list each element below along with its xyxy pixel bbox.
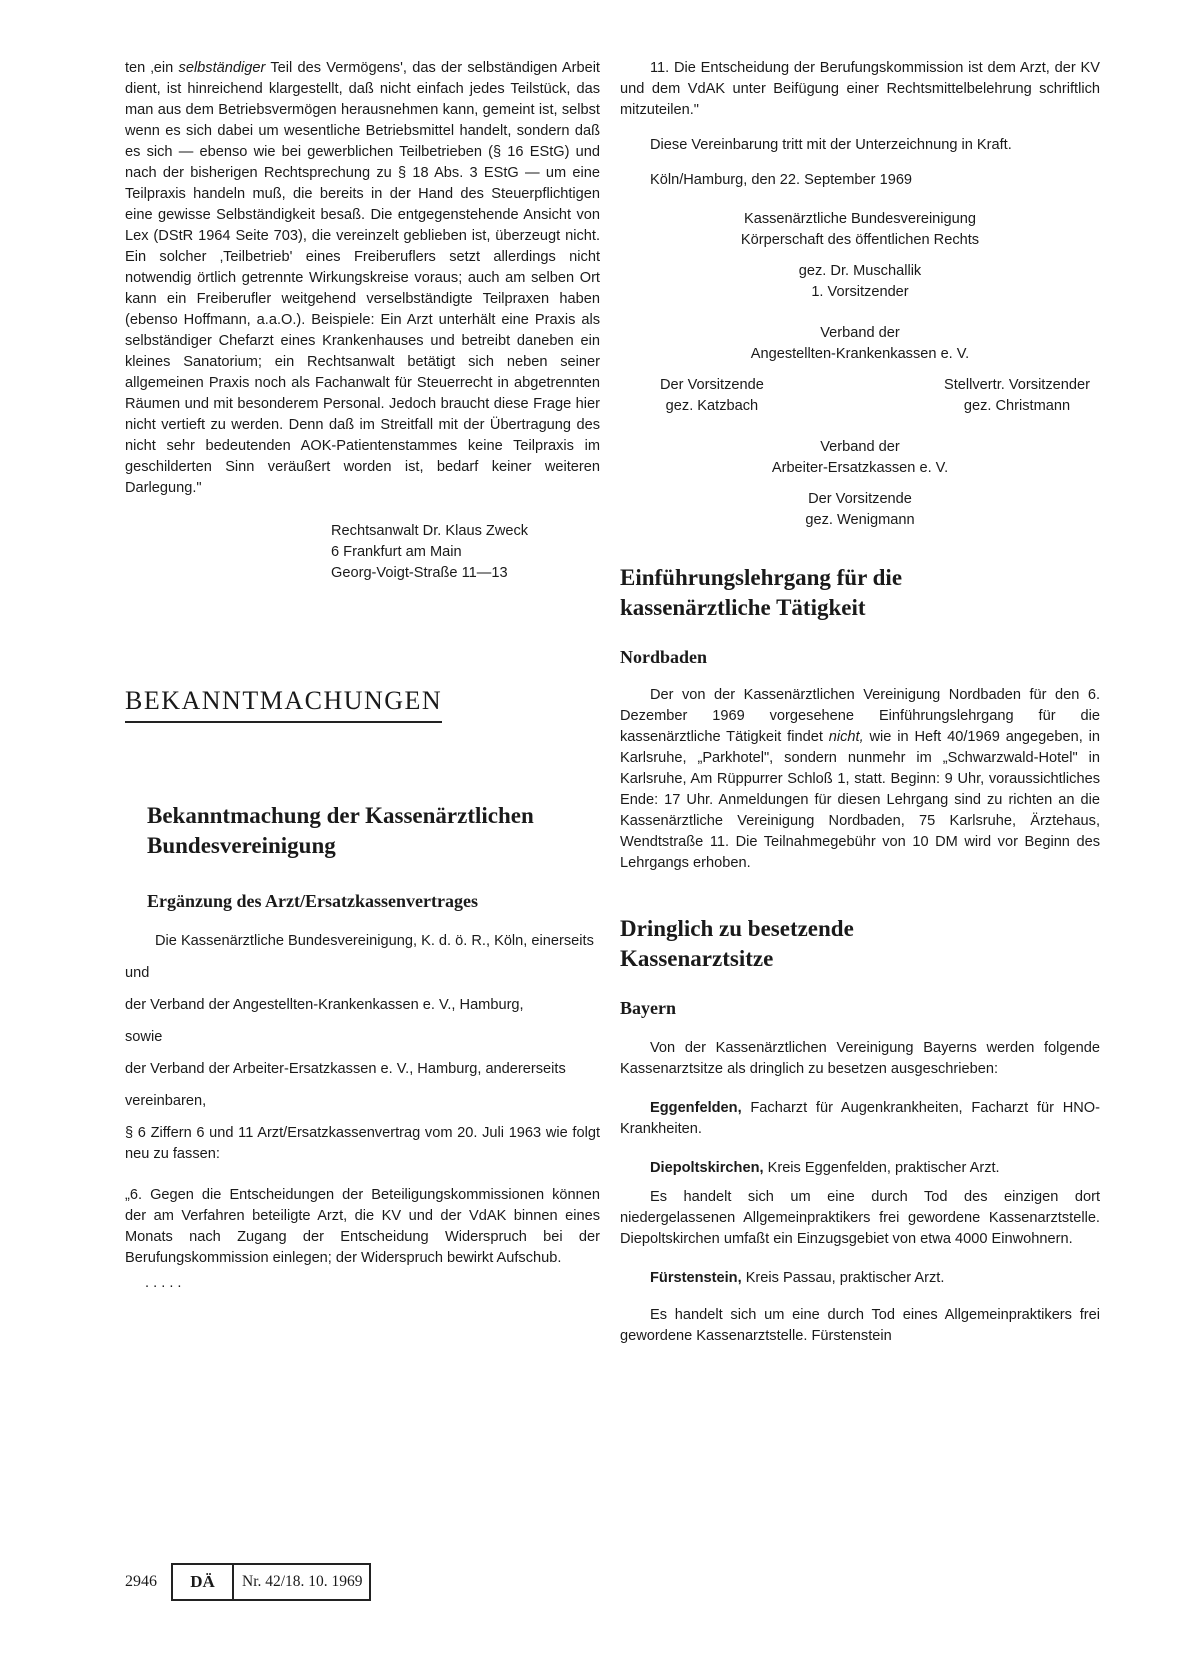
org3-line2: Arbeiter-Ersatzkassen e. V. <box>771 460 949 476</box>
nordbaden-text-a: Der von der Kassenärztlichen Vereinigung Nordbaden für den 6. Dezember 1969 vorgesehene Einführungslehrgang für die kassenärztliche Tätigkeit findet <box>620 687 1100 745</box>
author-name: Rechtsanwalt Dr. Klaus Zweck <box>331 523 529 539</box>
entry-fuerstenstein-name: Fürstenstein, <box>650 1270 742 1286</box>
agreement-party-2: der Verband der Angestellten-Krankenkassen e. V., Hamburg, <box>125 997 524 1013</box>
entry-fuerstenstein-text: Kreis Passau, praktischer Arzt. <box>741 1270 945 1286</box>
entry-diepoltskirchen-text: Kreis Eggenfelden, praktischer Arzt. <box>763 1160 1000 1176</box>
org2-signer-left <box>660 375 764 417</box>
validity-paragraph: Diese Vereinbarung tritt mit der Unterzeichnung in Kraft. <box>650 137 1012 153</box>
agreement-vereinbaren: vereinbaren, <box>125 1093 207 1109</box>
right-column <box>620 58 1100 1347</box>
agreement-and: und <box>125 965 150 981</box>
entry-diepoltskirchen-desc: Es handelt sich um eine durch Tod des einzigen dort niedergelassenen Allgemeinpraktikers frei gewordene Kassenarztstelle. Diepoltskirchen umfaßt ein Einzugsgebiet von etwa 4000 Einwohnern. <box>620 1189 1100 1247</box>
bayern-intro: Von der Kassenärztlichen Vereinigung Bayerns werden folgende Kassenarztsitze als dringlich zu besetzen ausgeschrieben: <box>620 1040 1100 1077</box>
intro-paragraph <box>125 58 600 499</box>
journal-box <box>171 1563 371 1601</box>
org3-line1: Verband der <box>820 439 900 455</box>
nordbaden-text-italic: nicht, <box>828 729 864 745</box>
org1-line2: Körperschaft des öffentlichen Rechts <box>740 232 980 248</box>
section-heading: BEKANNTMACHUNGEN <box>125 686 442 723</box>
entry-eggenfelden-name: Eggenfelden, <box>650 1100 742 1116</box>
org2-right-role: Stellvertr. Vorsitzender <box>943 377 1090 393</box>
org1-signer: gez. Dr. Muschallik <box>798 263 922 279</box>
org2-right-name: gez. Christmann <box>963 398 1071 414</box>
intro-text-b: Teil des Vermögens', das der selbständigen Arbeit dient, ist hinreichend klargestellt, daß nicht einfach jedes Teilstück, das man aus dem Betriebsvermögen herausnehmen kann, gemeint ist, selbst wenn es sich dabei um wesentliche Betriebsmittel handelt, sondern daß es sich — ebenso wie bei gewerblichen Teilbetrieben (§ 16 EStG) und nach der bisherigen Rechtsprechung zu § 18 Abs. 3 EStG — um eine Teilpraxis handeln muß, die bereits in der Hand des Steuerpflichtigen eine gewisse Selbständigkeit besaß. Die entgegenstehende Ansicht von Lex (DStR 1964 Seite 703), die vereinzelt geblieben ist, überzeugt nicht. Ein solcher ‚Teilbetrieb' eines Freiberuflers setzt allerdings nicht notwendig örtlich getrennte Wirkungskreise voraus; auch am selben Ort kann ein Freiberufler weitgehend verselbständigte Teilpraxen haben (ebenso Hoffmann, a.a.O.). Beispiele: Ein Arzt unterhält eine Praxis als selbständiger Chefarzt eines Krankenhauses und betreibt daneben ein kleines Sanatorium; ein Rechtsanwalt betätigt sich neben seiner allgemeinen Praxis noch als Fachanwalt für Steuerrecht in abgetrennten Räumen und mit besonderem Personal. Jedoch braucht diese Frage hier nicht vertieft zu werden. Denn daß im Streitfall mit der Übertragung des nicht sehr bedeutenden AOK-Patientenstammes keine Teilpraxis im geschilderten Sinn veräußert worden ist, bedarf keiner weiteren Darlegung." <box>125 60 600 496</box>
page-footer <box>125 1563 371 1601</box>
org2-line2: Angestellten-Krankenkassen e. V. <box>750 346 970 362</box>
intro-text-italic: selbständiger <box>178 60 266 76</box>
entry-eggenfelden <box>620 1098 1100 1140</box>
agreement-clause-6: „6. Gegen die Entscheidungen der Beteiligungskommissionen können der am Verfahren beteiligte Arzt, die KV und der VdAK binnen eines Monats nach Zugang der Entscheidung Widerspruch bei der Berufungskommission einlegen; der Widerspruch bewirkt Aufschub. <box>125 1187 600 1266</box>
signatures-block <box>620 209 1100 531</box>
author-street: Georg-Voigt-Straße 11—13 <box>331 565 508 581</box>
article-title: Bekanntmachung der Kassenärztlichen Bundesvereinigung <box>147 803 534 858</box>
author-city: 6 Frankfurt am Main <box>331 544 462 560</box>
entry-fuerstenstein <box>620 1268 1100 1289</box>
nordbaden-paragraph <box>620 685 1100 874</box>
course-heading: Einführungslehrgang für die kassenärztliche Tätigkeit <box>620 565 903 620</box>
nordbaden-text-b: wie in Heft 40/1969 angegeben, in Karlsruhe, „Parkhotel", sondern nunmehr im „Schwarzwald-Hotel" in Karlsruhe, Am Rüppurrer Schloß 1, statt. Beginn: 9 Uhr, voraussichtliches Ende: 17 Uhr. Anmeldungen für diesen Lehrgang sind zu richten an die Kassenärztliche Vereinigung Nordbaden, 75 Karlsruhe, Ärztehaus, Wendtstraße 11. Die Teilnahmegebühr von 10 DM wird vor Beginn des Lehrgangs erhoben. <box>620 729 1101 871</box>
section-heading-wrap <box>125 686 600 723</box>
journal-logo: DÄ <box>173 1565 234 1599</box>
agreement-clause-11: 11. Die Entscheidung der Berufungskommission ist dem Arzt, der KV und dem VdAK unter Beifügung einer Rechtsmittelbelehrung schriftlich mitzuteilen." <box>620 60 1100 118</box>
agreement-clause-intro: § 6 Ziffern 6 und 11 Arzt/Ersatzkassenvertrag vom 20. Juli 1963 wie folgt neu zu fassen: <box>125 1125 600 1162</box>
page-number: 2946 <box>125 1573 157 1590</box>
issue-number: Nr. 42/18. 10. 1969 <box>242 1573 363 1590</box>
article-subtitle: Ergänzung des Arzt/Ersatzkassenvertrages <box>147 891 478 911</box>
org1-signer-role: 1. Vorsitzender <box>811 284 909 300</box>
entry-fuerstenstein-desc: Es handelt sich um eine durch Tod eines Allgemeinpraktikers frei gewordene Kassenarztstelle. Fürstenstein <box>620 1307 1100 1344</box>
agreement-sowie: sowie <box>125 1029 163 1045</box>
org2-left-role: Der Vorsitzende <box>660 377 764 393</box>
org2-line1: Verband der <box>820 325 900 341</box>
entry-eggenfelden-text: Facharzt für Augenkrankheiten, Facharzt für HNO-Krankheiten. <box>620 1100 1100 1137</box>
region-heading-bayern: Bayern <box>620 998 676 1018</box>
author-signature <box>125 521 600 584</box>
entry-diepoltskirchen <box>620 1158 1100 1179</box>
entry-diepoltskirchen-name: Diepoltskirchen, <box>650 1160 764 1176</box>
agreement-party-3: der Verband der Arbeiter-Ersatzkassen e. V., Hamburg, andererseits <box>125 1061 566 1077</box>
place-date: Köln/Hamburg, den 22. September 1969 <box>650 172 913 188</box>
region-heading-nordbaden: Nordbaden <box>620 647 708 667</box>
agreement-party-1: Die Kassenärztliche Bundesvereinigung, K. d. ö. R., Köln, einerseits <box>155 933 594 949</box>
intro-text-a: ten ‚ein <box>125 60 179 76</box>
org2-signers <box>620 375 1100 417</box>
org3-signer: gez. Wenigmann <box>805 512 915 528</box>
left-column <box>125 58 600 1294</box>
org2-left-name: gez. Katzbach <box>665 398 759 414</box>
org1-line1: Kassenärztliche Bundesvereinigung <box>743 211 977 227</box>
org2-signer-right <box>944 375 1090 417</box>
ellipsis: . . . . . <box>145 1275 182 1291</box>
vacancies-heading: Dringlich zu besetzende Kassenarztsitze <box>620 916 854 971</box>
org3-signer-role: Der Vorsitzende <box>808 491 912 507</box>
